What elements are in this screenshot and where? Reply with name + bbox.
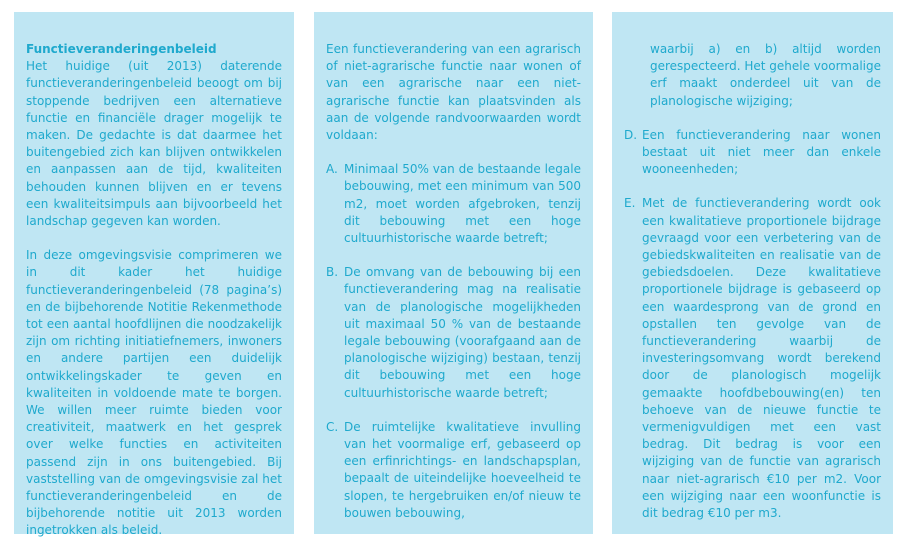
list-text: Een functieverandering naar wonen bestaat uit niet meer dan enkele wooneenheden;: [642, 127, 881, 177]
list-letter: E.: [624, 196, 636, 211]
list-text: De omvang van de bebouwing bij een functieverandering mag na realisatie van de planologische mogelijkheden uit maximaal 50 % van de bestaande legale bebouwing (voorafgaand aan de planologische wijziging) bestaan, tenzij dit bebouwing met een hoge cultuurhistorische waarde betreft;: [344, 265, 581, 400]
list-letter: B.: [326, 265, 339, 280]
list-item-a: [326, 161, 581, 247]
paragraph-1: Het huidige (uit 2013) daterende functieveranderingenbeleid beoogt om bij stoppende bedrijven een alternatieve functie en financiële drager mogelijk te maken. De gedachte is dat daarmee het buitengebied zich kan blijven ontwikkelen en aanpassen aan de tijd, kwaliteiten behouden kunnen blijven en er tevens een kwaliteitsimpuls aan bijvoorbeeld het landschap gegeven kan worden.: [26, 59, 282, 229]
paragraph-2: In deze omgevingsvisie comprimeren we in dit kader het huidige functieveranderingenbeleid (78 pagina’s) en de bijbehorende Notitie Rekenmethode tot een aantal hoofdlijnen die noodzakelijk zijn om richting initiatiefnemers, inwoners en andere partijen een duidelijk ontwikkelingskader te geven en kwaliteiten in voldoende mate te borgen. We willen meer ruimte bieden voor creativiteit, maatwerk en het gesprek over welke functies en activiteiten passend zijn in ons buitengebied. Bij vaststelling van de omgevingsvisie zal het functieveranderingenbeleid en de bijbehorende notitie uit 2013 worden ingetrokken als beleid.: [26, 248, 282, 538]
text-column-3: [612, 12, 893, 534]
list-item-c: [326, 419, 581, 522]
list-item-b: [326, 264, 581, 402]
list-text: Minimaal 50% van de bestaande legale bebouwing, met een minimum van 500 m2, moet worden afgebroken, tenzij dit bebouwing met een hoge cultuurhistorische waarde betreft;: [344, 162, 581, 246]
list-item-d: [624, 127, 881, 179]
list-letter: D.: [624, 127, 638, 142]
list-item-c-continuation: waarbij a) en b) altijd worden gerespecteerd. Het gehele voormalige erf maakt onderdeel uit van de planologische wijziging;: [650, 42, 882, 108]
list-text: De ruimtelijke kwalitatieve invulling van het voormalige erf, gebaseerd op een erfinrichtings- en landschapsplan, bepaalt de uiteindelijke hoeveelheid te slopen, te hergebruiken en/of nieuw te bouwen bebouwing,: [344, 419, 581, 520]
list-text: Met de functieverandering wordt ook een kwalitatieve proportionele bijdrage gevraagd voor een verbetering van de gebiedskwaliteiten en realisatie van de gebiedsdoelen. Deze kwalitatieve proportionele bijdrage is gebaseerd op een waardesprong van de grond en opstallen ten gevolge van de functieverandering waarbij de investeringsomvang wordt berekend door de planologisch mogelijk gemaakte hoofdbebouwing(en) ten behoeve van de nieuwe functie te vermenigvuldigen met een vast bedrag. Dit bedrag is voor een wijziging van de functie van agrarisch naar niet-agrarisch €10 per m2. Voor een wijziging naar een woonfunctie is dit bedrag €10 per m3.: [642, 196, 881, 521]
list-letter: C.: [326, 419, 339, 434]
text-column-1: [14, 12, 294, 538]
list-item-e: [624, 195, 881, 522]
intro-paragraph: Een functieverandering van een agrarisch of niet-agrarische functie naar wonen of van een agrarische naar een niet-agrarische functie kan plaatsvinden als aan de volgende randvoorwaarden wordt voldaan:: [326, 42, 581, 143]
section-heading: Functieveranderingenbeleid: [26, 42, 217, 56]
list-letter: A.: [326, 162, 338, 177]
text-column-2: [314, 12, 593, 534]
